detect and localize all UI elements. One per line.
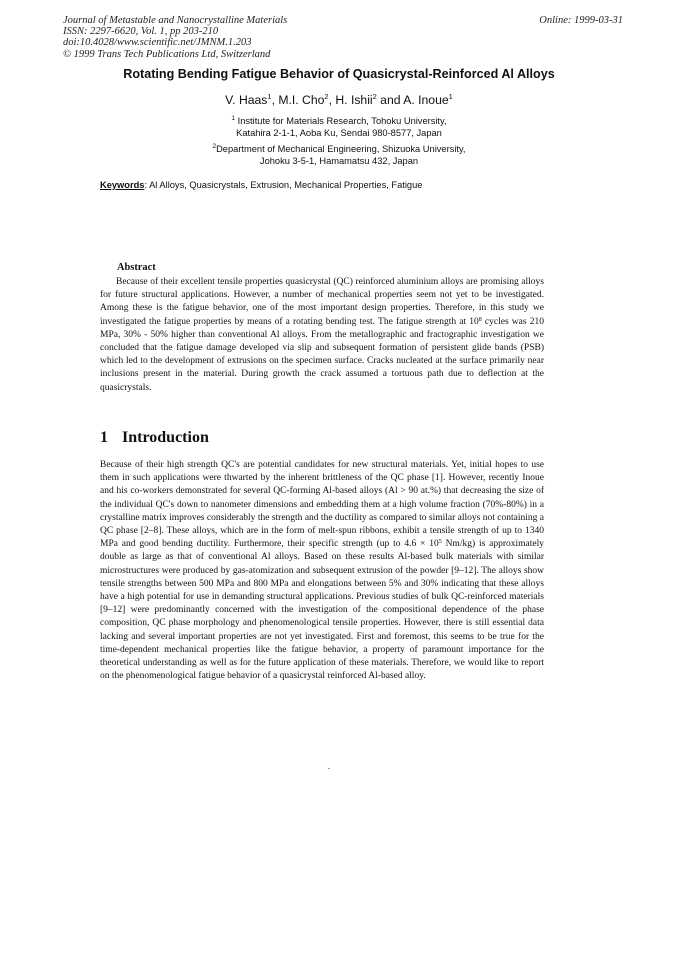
online-date: Online: 1999-03-31	[539, 15, 623, 26]
keywords-label: Keywords	[100, 180, 145, 190]
exponent: 8	[478, 316, 482, 323]
section-heading	[100, 429, 209, 447]
journal-doi: doi:10.4028/www.scientific.net/JMNM.1.203	[63, 37, 252, 49]
introduction-text: Because of their high strength QC's are potential candidates for new structural materials. Yet, initial hopes to use them in such applications were thwarted by the inherent brittleness of the QC phase [1]. However, recently Inoue and his co-workers demonstrated for several QC-forming Al-based alloys (Al > 90 at.%) that decreasing the size of the individual QC's down to nanometer dimensions and embedding them at a high volume fraction (70%-80%) in a crystalline matrix improves considerably the strength and the ductility as compared to similar alloys not containing a QC phase [2–8]. These alloys, which are in the form of melt-spun ribbons, exhibit a tensile strength of up to 1340 MPa and good bending ductility. Furthermore, their specific strength (up to $4.6 \times 10^5$ Nm/kg) is approximately double as large as that of conventional Al alloys. Based on these results Al-based bulk materials with similar microstructures were produced by gas-atomization and subsequent extrusion of the powder [9–12]. The alloys show tensile strengths between 500 MPa and 800 MPa and elongations between 5% and 30% indicating that these alloys have a high potential for use in demanding structural applications. Previous studies of bulk QC-reinforced materials [9–12] were predominantly concerned with the investigation of the compositional dependence of the phase composition, QC phase morphology and phenomenological tensile properties. However, there is still essential data lacking and several important properties are not yet investigated. First and foremost, this seems to be true for the time-dependent mechanical properties like the fatigue behavior, a property of paramount importance for the theoretical understanding as well as for the future application of these materials. Therefore, we would like to report on the phenomenological fatigue behavior of a quasicrystal reinforced Al-based alloy.	[100, 460, 544, 682]
affiliation-line: Institute for Materials Research, Tohoku University,	[237, 116, 447, 126]
abstract-text: Because of their excellent tensile properties quasicrystal (QC) reinforced aluminium alloys are promising alloys for future structural applications. However, a number of mechanical properties seem not yet to be investigated. Among these is the fatigue behavior, one of the most important design properties. Therefore, in this study we investigated the fatigue properties by means of a rotating bending test. The fatigue strength at $10^8$ cycles was 210 MPa, 30% - 50% higher than conventional Al alloys. From the metallographic and fractographic investigation we concluded that the fatigue damage developed via slip and subsequent formation of persistent glide bands (PSB) which led to the development of extrusions on the specimen surface. Cracks nucleated at the surface primarily near inclusions present in the material. During growth the crack assumed a tortuous path due to deflection at the quasicrystals.	[100, 277, 544, 393]
affiliation-line: Katahira 2-1-1, Aoba Ku, Sendai 980-8577, Japan	[236, 128, 442, 139]
affiliation-line: Johoku 3-5-1, Hamamatsu 432, Japan	[259, 156, 419, 167]
keywords-text: : Al Alloys, Quasicrystals, Extrusion, Mechanical Properties, Fatigue	[144, 180, 423, 190]
author-separator: ,	[271, 93, 279, 107]
affiliation-mark: 2	[212, 143, 217, 150]
section-number: 1	[100, 429, 108, 446]
affiliation-1	[0, 113, 678, 139]
author-affiliation-mark: 1	[267, 92, 272, 101]
author-separator: ,	[328, 93, 336, 107]
author-separator: and	[376, 93, 404, 107]
author-name: A. Inoue	[403, 93, 449, 107]
journal-name: Journal of Metastable and Nanocrystalline Materials	[63, 15, 288, 26]
journal-issn: ISSN: 2297-6620, Vol. 1, pp 203-210	[63, 26, 219, 38]
keywords	[100, 180, 422, 190]
affiliation-line: Department of Mechanical Engineering, Shizuoka University,	[216, 144, 466, 154]
journal-copyright: © 1999 Trans Tech Publications Ltd, Switzerland	[63, 48, 271, 60]
paper-title: Rotating Bending Fatigue Behavior of Quasicrystal-Reinforced Al Alloys	[123, 67, 555, 81]
abstract-heading: Abstract	[117, 262, 156, 273]
author-list	[0, 92, 678, 107]
affiliation-2	[0, 141, 678, 167]
author-affiliation-mark: 1	[448, 92, 453, 101]
author-affiliation-mark: 2	[372, 92, 377, 101]
affiliation-mark: 1	[231, 115, 236, 122]
journal-header	[63, 15, 623, 60]
page-mark	[328, 768, 330, 769]
author-name: H. Ishii	[335, 93, 373, 107]
section-title: Introduction	[122, 429, 209, 446]
author-affiliation-mark: 2	[324, 92, 329, 101]
author-name: M.I. Cho	[278, 93, 325, 107]
author-name: V. Haas	[225, 93, 268, 107]
exponent: 5	[438, 539, 442, 546]
